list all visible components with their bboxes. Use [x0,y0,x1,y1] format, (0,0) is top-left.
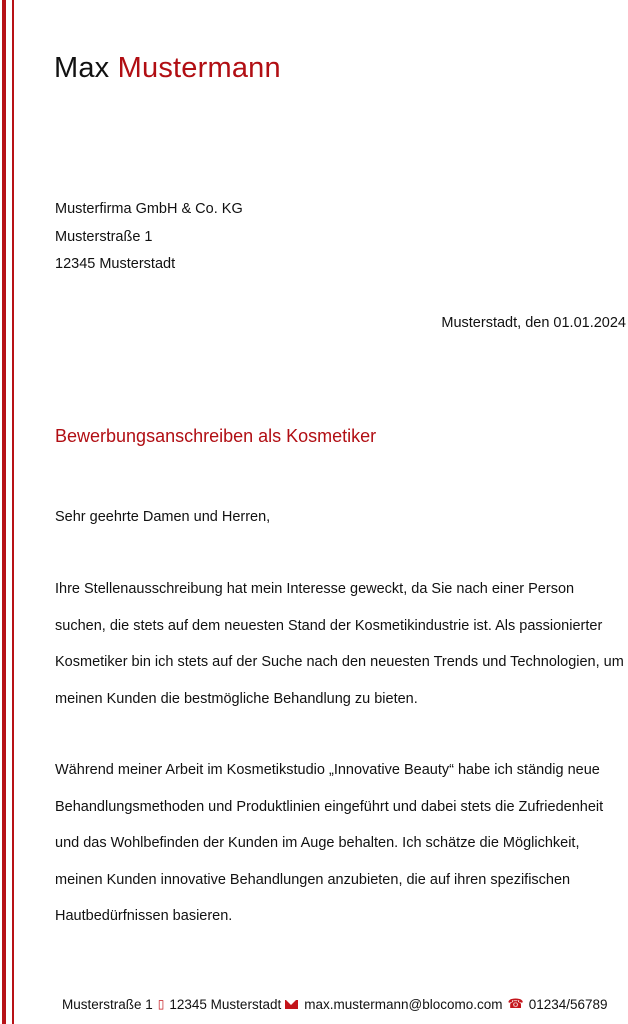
salutation: Sehr geehrte Damen und Herren, [55,509,271,525]
telephone-icon: ☎ [507,996,524,1011]
footer-contact-line [62,996,608,1012]
left-accent-bar-thin [12,0,14,1024]
date-line: Musterstadt, den 01.01.2024 [441,315,626,331]
left-accent-bar-thick [2,0,6,1024]
footer-email: max.mustermann@blocomo.com [304,996,503,1012]
footer-street: Musterstraße 1 [62,996,153,1012]
footer-phone: 01234/56789 [528,996,608,1012]
sender-last-name: Mustermann [117,52,281,84]
sender-name [54,52,281,85]
recipient-city: 12345 Musterstadt [55,256,176,272]
recipient-company: Musterfirma GmbH & Co. KG [55,201,243,217]
sender-first-name: Max [54,52,110,84]
recipient-address [55,196,243,279]
body-paragraph-2: Während meiner Arbeit im Kosmetikstudio „Innovative Beauty“ habe ich ständig neue Behandlungsmethoden und Produktlinien eingeführt und dabei stets die Zufriedenheit und das Wohlbefinden der Kunden im Auge behalten. Ich schätze die Möglichkeit, meinen Kunden innovative Behandlungen anzubieten, die auf ihren spezifischen Hautbedürfnissen basieren. [55,762,604,924]
body-paragraph-1: Ihre Stellenausschreibung hat mein Interesse geweckt, da Sie nach einer Person suchen, die stets auf dem neuesten Stand der Kosmetikindustrie ist. Als passionierter Kosmetiker bin ich stets auf der Suche nach den neuesten Trends und Technologien, um meinen Kunden die bestmögliche Behandlung zu bieten. [55,581,624,707]
recipient-street: Musterstraße 1 [55,228,153,245]
envelope-icon [285,1000,298,1009]
footer-separator: ▯ [157,997,165,1011]
letter-subject: Bewerbungsanschreiben als Kosmetiker [55,426,377,446]
footer-city: 12345 Musterstadt [169,996,282,1012]
